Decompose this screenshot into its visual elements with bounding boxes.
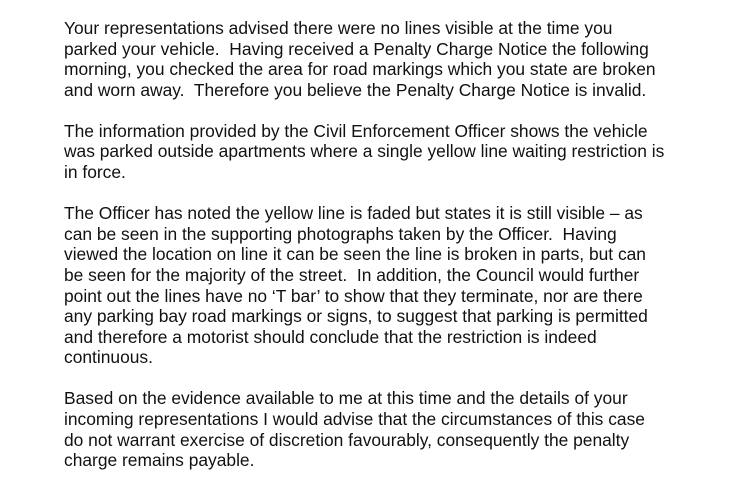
paragraph-officer-information bbox=[64, 121, 724, 183]
text-line: in force. bbox=[64, 162, 126, 183]
text-line: be seen for the majority of the street. In addition, the Council would further bbox=[64, 264, 640, 285]
text-line: point out the lines have no ‘T bar’ to show that they terminate, nor are there bbox=[64, 285, 643, 306]
paragraph-decision bbox=[64, 388, 724, 470]
text-line: and therefore a motorist should conclude that the restriction is indeed bbox=[64, 326, 597, 347]
letter-body bbox=[64, 18, 724, 491]
text-line: any parking bay road markings or signs, to suggest that parking is permitted bbox=[64, 306, 648, 327]
paragraph-representations bbox=[64, 18, 724, 100]
text-line: do not warrant exercise of discretion favourably, consequently the penalty bbox=[64, 429, 630, 450]
text-line: morning, you checked the area for road markings which you state are broken bbox=[64, 59, 656, 80]
text-line: The Officer has noted the yellow line is faded but states it is still visible – as bbox=[64, 203, 643, 224]
text-line: and worn away. Therefore you believe the Penalty Charge Notice is invalid. bbox=[64, 79, 647, 100]
text-line: was parked outside apartments where a single yellow line waiting restriction is bbox=[64, 141, 665, 162]
paragraph-officer-observations bbox=[64, 203, 724, 368]
text-line: can be seen in the supporting photographs taken by the Officer. Having bbox=[64, 223, 617, 244]
text-line: Based on the evidence available to me at this time and the details of your bbox=[64, 388, 628, 409]
text-line: The information provided by the Civil Enforcement Officer shows the vehicle bbox=[64, 120, 648, 141]
text-line: parked your vehicle. Having received a Penalty Charge Notice the following bbox=[64, 38, 649, 59]
text-line: Your representations advised there were no lines visible at the time you bbox=[64, 18, 613, 38]
text-line: viewed the location on line it can be seen the line is broken in parts, but can bbox=[64, 244, 646, 265]
text-line: continuous. bbox=[64, 347, 153, 368]
text-line: incoming representations I would advise that the circumstances of this case bbox=[64, 409, 645, 429]
text-line: charge remains payable. bbox=[64, 450, 255, 471]
